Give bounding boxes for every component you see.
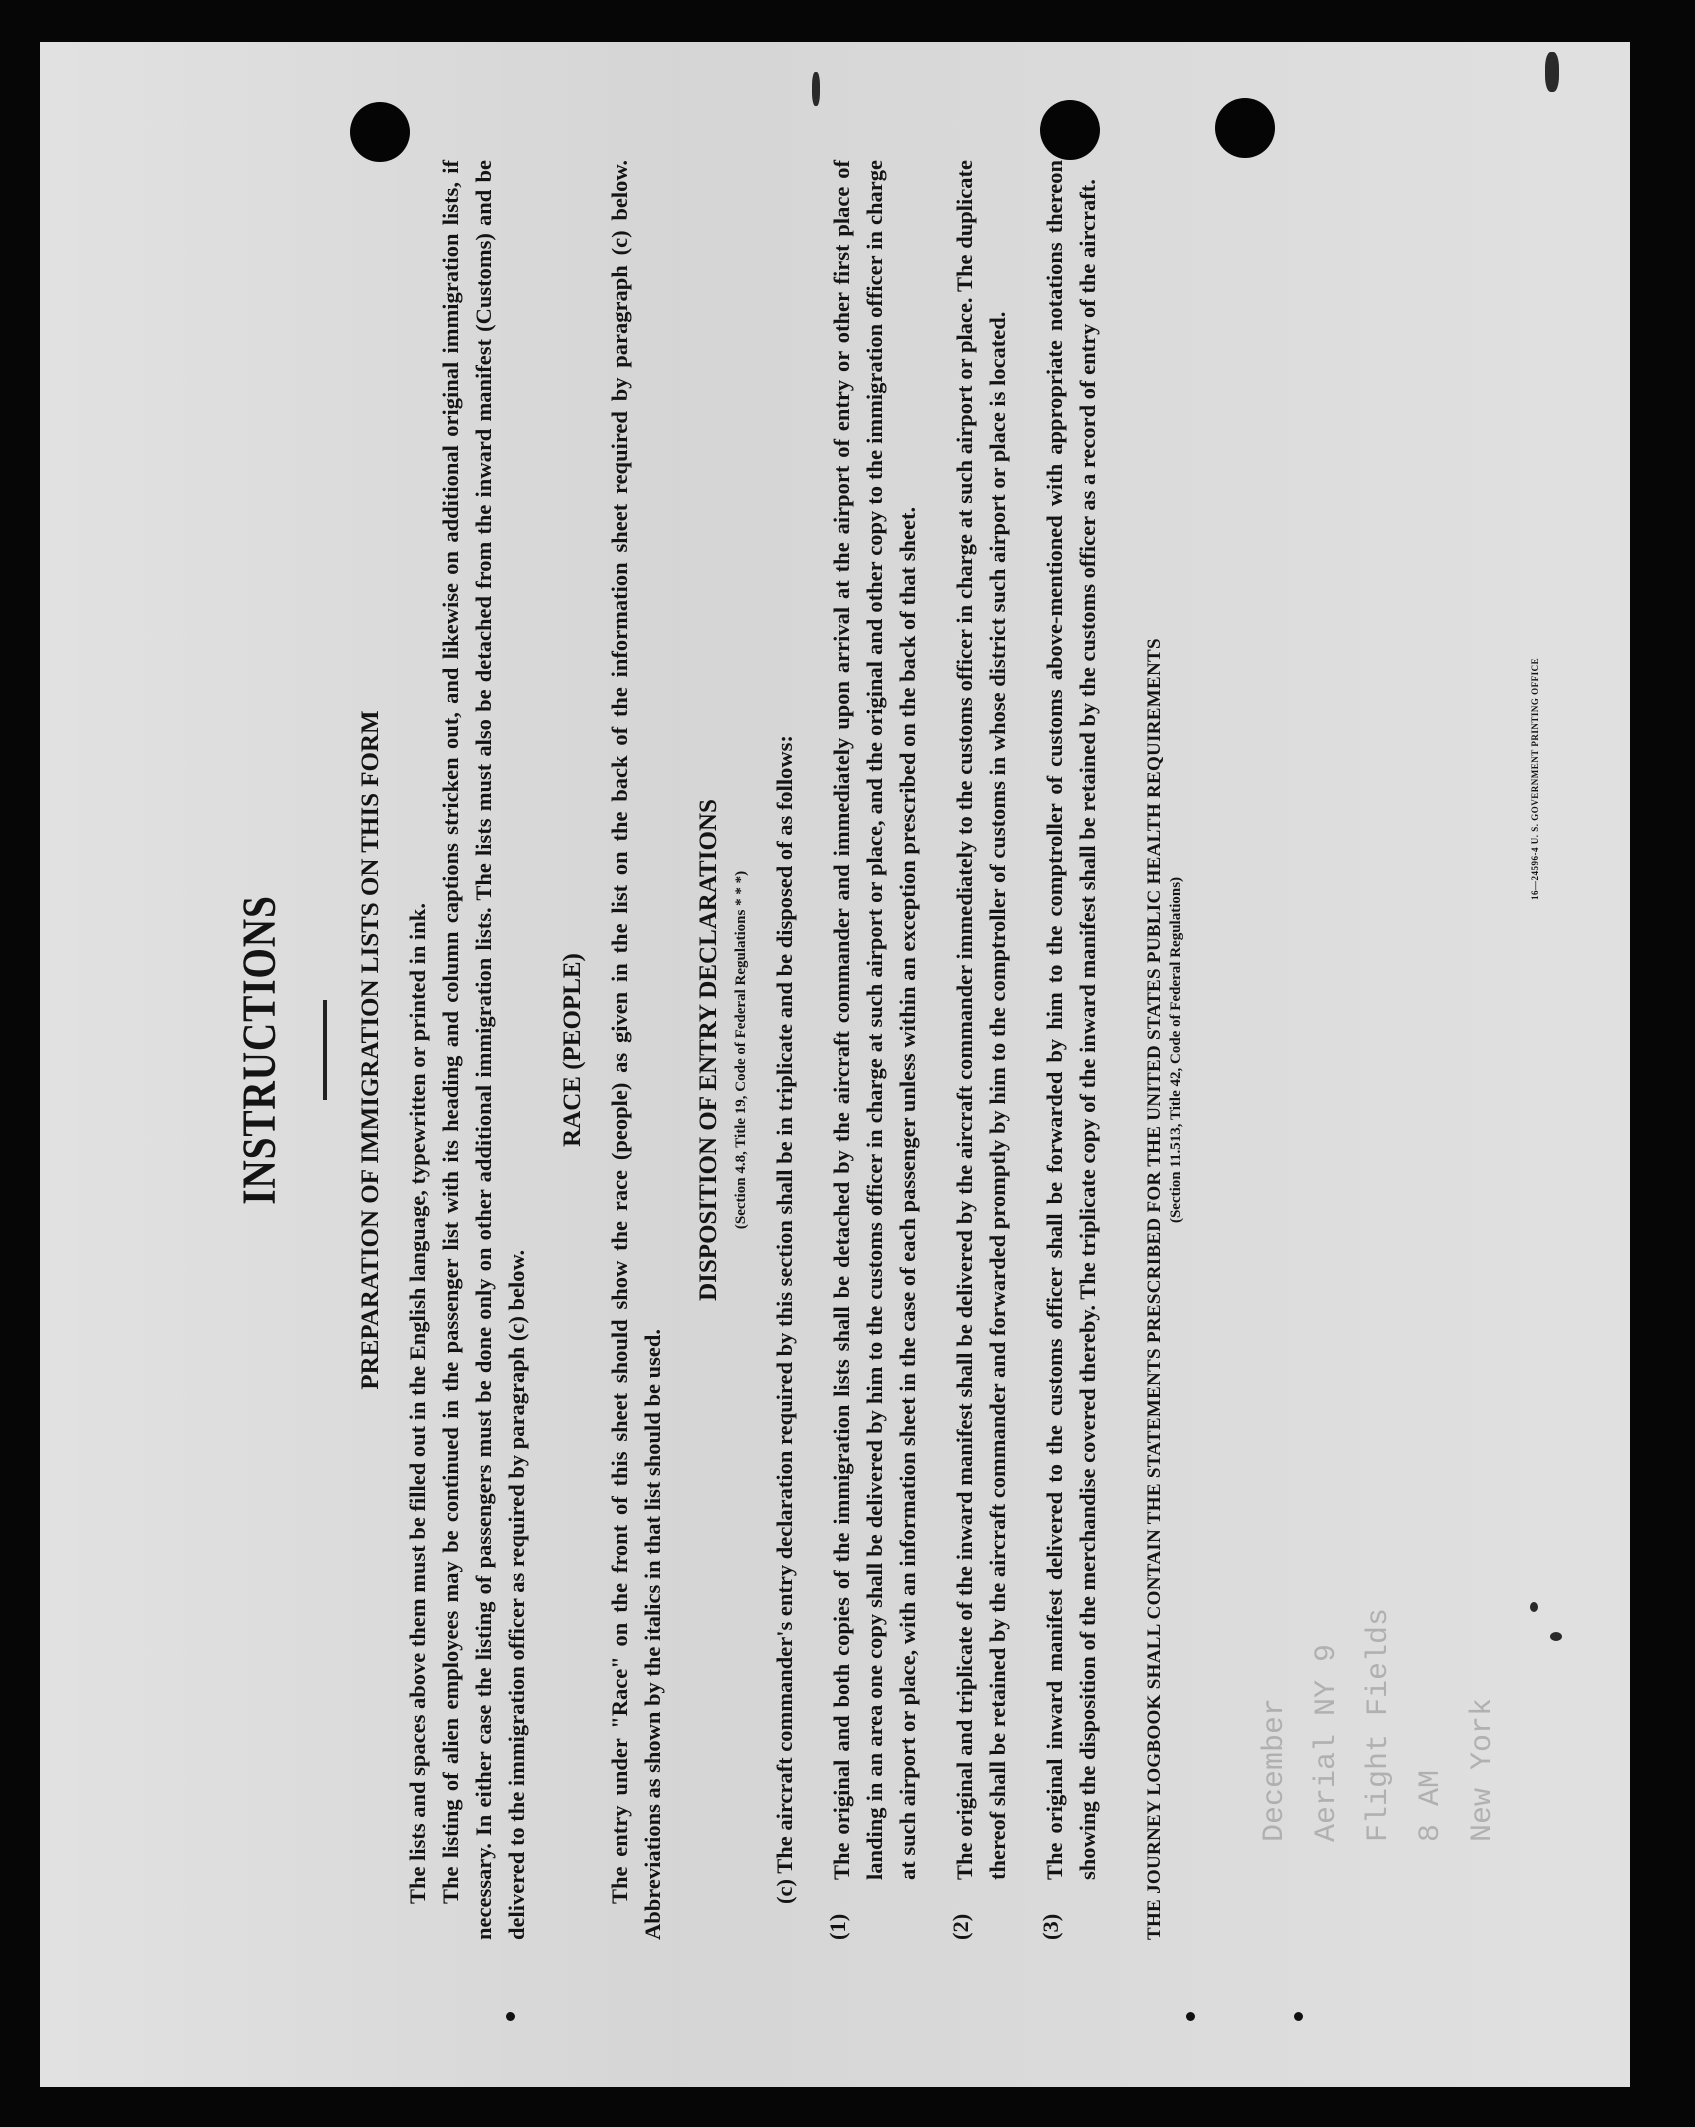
paragraph: The lists and spaces above them must be filled out in the English language, typewritten or printed in ink. [405, 903, 430, 1904]
bullet-mark [506, 2012, 515, 2021]
item-number: (3) [1038, 1913, 1063, 1940]
bleed-line: New York [1466, 1697, 1500, 1842]
section-heading: DISPOSITION OF ENTRY DECLARATIONS [695, 799, 722, 1301]
bullet-mark [1186, 2012, 1195, 2021]
footer-statement: THE JOURNEY LOGBOOK SHALL CONTAIN THE STATEMENTS PRESCRIBED FOR THE UNITED STATES PUBLIC HEALTH REQUIREMENTS [1144, 638, 1165, 1940]
page-title: INSTRUCTIONS [233, 895, 286, 1205]
race-section [559, 160, 669, 1940]
section-citation: (Section 4.8, Title 19, Code of Federal Regulations * * *) [733, 870, 749, 1230]
paragraph: The listing of alien employees may be continued in the passenger list with its heading and column captions stricken out, and likewise on additional original immigration lists, if necessary. In either case the listing of passengers must be done only on other additional immigration lists. The lists must also be detached from the inward manifest (Customs) and be delivered to the immigration officer as required by paragraph (c) below. [438, 160, 529, 1940]
item-number: (2) [948, 1913, 973, 1940]
ink-spot [812, 72, 820, 106]
section-heading: PREPARATION OF IMMIGRATION LISTS ON THIS FORM [357, 710, 384, 1390]
bleed-line: 8 AM [1414, 1769, 1448, 1842]
preparation-section [357, 160, 533, 1940]
paragraph: (c) The aircraft commander's entry declaration required by this section shall be in triplicate and be disposed of as follows: [772, 735, 797, 1904]
item-text: The original and both copies of the immigration lists shall be detached by the aircraft commander and immediately upon arrival at the airport of entry or other first place of landing in an area one copy shall be delivered by him to the customs officer in charge at such airport or place, and the original and other copy to the immigration officer in charge at such airport or place, with an information sheet in the case of each passenger unless within an exception prescribed on the back of that sheet. [829, 160, 920, 1880]
bleed-line: Flight Fields [1362, 1607, 1396, 1842]
disposition-section [695, 160, 1104, 1940]
section-heading: RACE (PEOPLE) [559, 953, 586, 1147]
instructions-block [200, 120, 1580, 1980]
footer-citation: (Section 11.513, Title 42, Code of Federal Regulations) [1168, 876, 1184, 1224]
paragraph: The entry under "Race" on the front of this sheet should show the race (people) as given in the list on the back of the information sheet required by paragraph (c) below. Abbreviations as shown by the italics in that list should be used. [607, 160, 665, 1940]
bleed-line: December [1258, 1697, 1292, 1842]
bleed-line: Aerial NY 9 [1310, 1643, 1344, 1842]
list-item [948, 160, 1014, 1940]
list-item [825, 160, 924, 1940]
item-text: The original inward manifest delivered to the customs officer shall be forwarded by him to the comptroller of customs above-mentioned with appropriate notations thereon showing the disposition of the merchandise covered thereby. The triplicate copy of the inward manifest shall be retained by the customs officer as a record of entry of the aircraft. [1042, 160, 1100, 1880]
title-rule [323, 1000, 327, 1100]
list-item [1038, 160, 1104, 1940]
bullet-mark [1294, 2012, 1303, 2021]
printing-imprint: 16—24596-4 U. S. GOVERNMENT PRINTING OFFICE [1530, 657, 1540, 900]
ink-spot [1545, 52, 1559, 92]
item-number: (1) [825, 1913, 850, 1940]
item-text: The original and triplicate of the inward manifest shall be delivered by the aircraft commander immediately to the customs officer in charge at such airport or place. The duplicate thereof shall be retained by the aircraft commander and forwarded promptly by him to the comptroller of customs in whose district such airport or place is located. [952, 160, 1010, 1880]
